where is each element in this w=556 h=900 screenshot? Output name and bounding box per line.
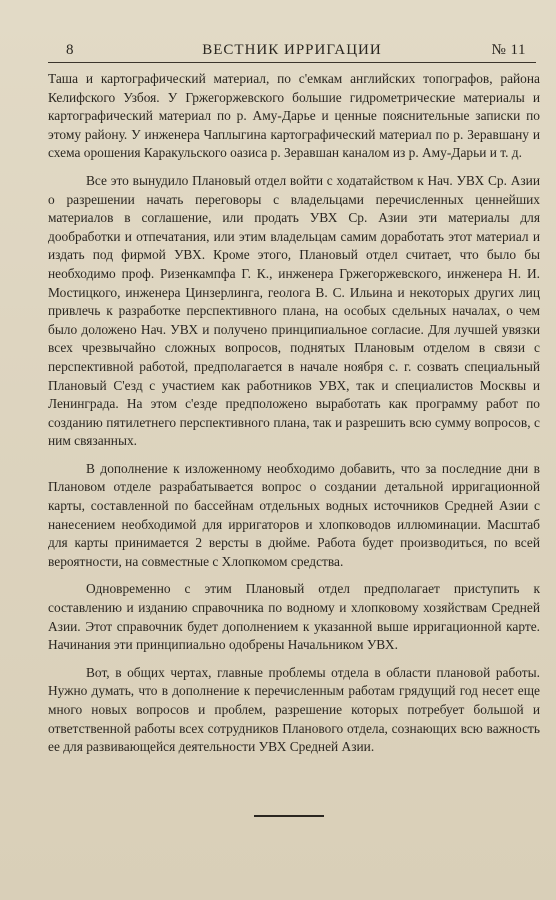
paragraph: Одновременно с этим Плановый отдел предполагает приступить к составлению и изданию справочника по водному и хлопковому хозяйствам Средней Азии. Этот справочник будет дополнением к указанной выше ирригационной карте. Начинания эти принципиально одобрены Начальником УВХ. [48,581,540,653]
paragraph: В дополнение к изложенному необходимо добавить, что за последние дни в Плановом отделе разрабатывается вопрос о создании детальной ирригационной карты, составленной по бассейнам отдельных водных источников Средней Азии с нанесением необходимой для ирригаторов и хлопководов иллюминации. Масштаб для карты принимается 2 версты в дюйме. Работа будет производиться, по всей вероятности, на совместные с Хлопкомом средства. [48,460,540,569]
paragraph: Вот, в общих чертах, главные проблемы отдела в области плановой работы. Нужно думать, что в дополнение к перечисленным работам грядущий год несет еще много новых вопросов и проблем, разрешение которых потребует большой и ответственной работы всех сотрудников Планового отдела, сознающих всю важность ее для развивающейся деятельности УВХ Средней Азии. [48,664,540,755]
page-number: 8 [66,42,74,58]
end-of-article-rule [254,815,324,817]
page-header [48,38,536,63]
article-body [48,70,540,766]
paragraph: Все это вынудило Плановый отдел войти с ходатайством к Нач. УВХ Ср. Азии о разрешении начать переговоры с владельцами перечисленных ценнейших материалов в соглашение, или продать УВХ Ср. Азии эти материалы для дообработки и отпечатания, или этим владельцам самим доработать этот материал и издать под фирмой УВХ. Кроме этого, Плановый отдел считает, что было бы необходимо проф. Ризенкампфа Г. К., инженера Гржегоржевского, инженера Н. И. Мостицкого, инженера Цинзерлинга, геолога В. С. Ильина и некоторых других лиц привлечь к разработке перспективного плана, на особых сдельных началах, о чем было доложено Нач. УВХ и получено принципиальное согласие. Для лучшей увязки всех чрезвычайно сложных вопросов, поднятых Плановым отделом в связи с перспективной работой, предполагается в начале ноября с. г. созвать специальный Плановый С'езд с участием как работников УВХ, так и специалистов Москвы и Ленинграда. На этом с'езде предположено выработать как программу работ по созданию пятилетнего перспективного плана, так и разрешить всю сумму вопросов, с ним связанных. [48,172,540,449]
issue-number: № 11 [491,42,526,58]
paragraph-continuation: Таша и картографический материал, по с'емкам английских топографов, района Келифского Узбоя. У Гржегоржевского большие гидрометрические материалы и картографический материал по р. Аму-Дарье и ценные пояснительные записки по этому району. У инженера Чаплыгина картографический материал по р. Зеравшану и схема орошения Каракульского оазиса р. Зеравшан каналом из р. Аму-Дарьи и т. д. [48,71,540,161]
journal-title: ВЕСТНИК ИРРИГАЦИИ [202,42,382,58]
